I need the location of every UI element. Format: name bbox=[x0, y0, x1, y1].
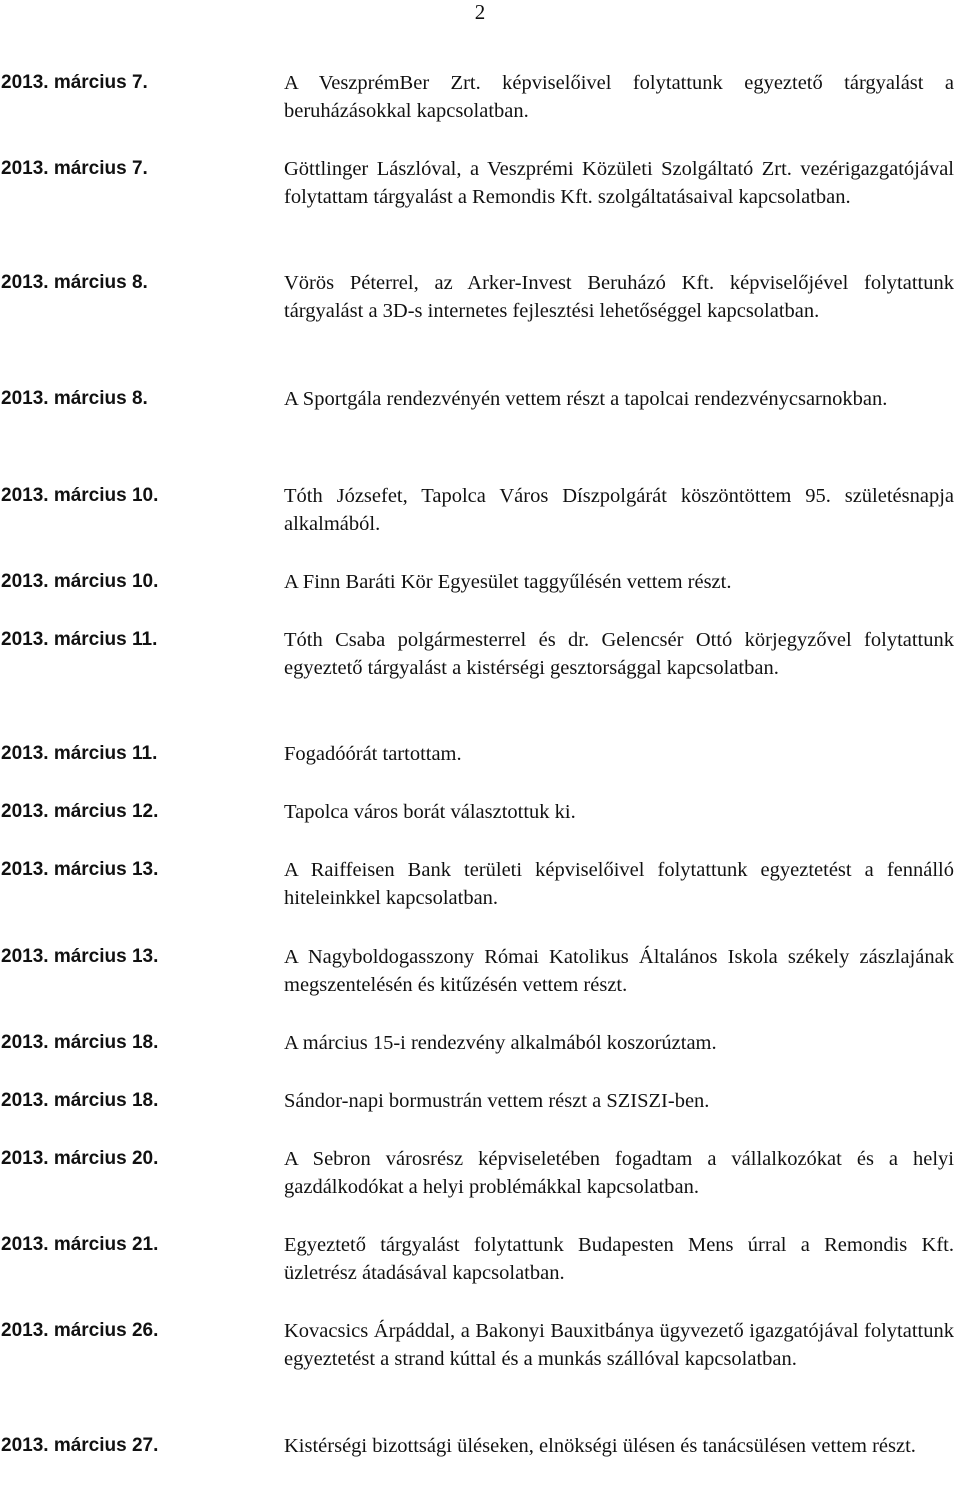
entry-row bbox=[0, 385, 960, 482]
entry-text: Sándor-napi bormustrán vettem részt a SZISZI-ben. bbox=[284, 1090, 710, 1112]
entry-text: Göttlinger Lászlóval, a Veszprémi Közületi Szolgáltató Zrt. vezérigazgatójával folytattam tárgyalást a Remondis Kft. szolgáltatásaival kapcsolatban. bbox=[284, 158, 954, 208]
entry-date: 2013. március 11. bbox=[1, 629, 158, 650]
entry-date: 2013. március 18. bbox=[1, 1032, 159, 1053]
entry-text: A Sebron városrész képviseletében fogadtam a vállalkozókat és a helyi gazdálkodókat a helyi problémákkal kapcsolatban. bbox=[284, 1148, 954, 1198]
entry-row bbox=[0, 798, 960, 856]
entry-text: A Sportgála rendezvényén vettem részt a tapolcai rendezvénycsarnokban. bbox=[284, 388, 888, 410]
entry-row bbox=[0, 1432, 960, 1490]
entry-row bbox=[0, 69, 960, 155]
entry-row bbox=[0, 269, 960, 385]
entry-text: Tóth Csaba polgármesterrel és dr. Gelencsér Ottó körjegyzővel folytattunk egyeztető tárgyalást a kistérségi gesztorsággal kapcsolatban. bbox=[284, 629, 954, 679]
entry-date: 2013. március 7. bbox=[1, 72, 148, 93]
entry-text: Vörös Péterrel, az Arker-Invest Beruházó Kft. képviselőjével folytattunk tárgyalást a 3D-s internetes fejlesztési lehetőséggel kapcsolatban. bbox=[284, 272, 954, 322]
entry-row bbox=[0, 1087, 960, 1145]
entry-date: 2013. március 10. bbox=[1, 485, 159, 506]
entry-date: 2013. március 8. bbox=[1, 388, 148, 409]
entry-date: 2013. március 20. bbox=[1, 1148, 159, 1169]
entry-row bbox=[0, 1231, 960, 1317]
entry-date: 2013. március 21. bbox=[1, 1234, 159, 1255]
entry-text: A Nagyboldogasszony Római Katolikus Általános Iskola székely zászlajának megszentelésén és kitűzésén vettem részt. bbox=[284, 946, 954, 996]
entry-text: Tóth Józsefet, Tapolca Város Díszpolgárát köszöntöttem 95. születésnapja alkalmából. bbox=[284, 485, 954, 535]
entry-date: 2013. március 12. bbox=[1, 801, 159, 822]
entry-date: 2013. március 26. bbox=[1, 1320, 159, 1341]
entry-date: 2013. március 10. bbox=[1, 571, 159, 592]
entry-row bbox=[0, 482, 960, 568]
entry-row bbox=[0, 1317, 960, 1432]
entry-row bbox=[0, 1029, 960, 1087]
entry-text: Tapolca város borát választottuk ki. bbox=[284, 801, 576, 823]
entry-row bbox=[0, 856, 960, 943]
entry-date: 2013. március 13. bbox=[1, 859, 159, 880]
entry-row bbox=[0, 155, 960, 269]
entry-row bbox=[0, 943, 960, 1029]
entry-row bbox=[0, 1145, 960, 1231]
entry-text: A VeszprémBer Zrt. képviselőivel folytattunk egyeztető tárgyalást a beruházásokkal kapcsolatban. bbox=[284, 72, 954, 122]
entry-date: 2013. március 18. bbox=[1, 1090, 159, 1111]
entry-row bbox=[0, 740, 960, 798]
entry-date: 2013. március 13. bbox=[1, 946, 159, 967]
entry-date: 2013. március 7. bbox=[1, 158, 148, 179]
entry-text: Kovacsics Árpáddal, a Bakonyi Bauxitbánya ügyvezető igazgatójával folytattunk egyeztetést a strand kúttal és a munkás szállóval kapcsolatban. bbox=[284, 1320, 954, 1370]
entry-text: Kistérségi bizottsági üléseken, elnökségi ülésen és tanácsülésen vettem részt. bbox=[284, 1435, 916, 1457]
entry-text: A Finn Baráti Kör Egyesület taggyűlésén vettem részt. bbox=[284, 571, 732, 593]
entry-text: Fogadóórát tartottam. bbox=[284, 743, 462, 765]
entry-text: Egyeztető tárgyalást folytattunk Budapesten Mens úrral a Remondis Kft. üzletrész átadásával kapcsolatban. bbox=[284, 1234, 954, 1284]
entry-text: A március 15-i rendezvény alkalmából koszorúztam. bbox=[284, 1032, 717, 1054]
diary-entries bbox=[0, 69, 960, 1490]
entry-row bbox=[0, 568, 960, 626]
entry-text: A Raiffeisen Bank területi képviselőivel folytattunk egyeztetést a fennálló hiteleinkkel kapcsolatban. bbox=[284, 859, 954, 909]
page-number: 2 bbox=[474, 0, 486, 24]
entry-date: 2013. március 11. bbox=[1, 743, 158, 764]
entry-row bbox=[0, 626, 960, 740]
entry-date: 2013. március 27. bbox=[1, 1435, 159, 1456]
entry-date: 2013. március 8. bbox=[1, 272, 148, 293]
